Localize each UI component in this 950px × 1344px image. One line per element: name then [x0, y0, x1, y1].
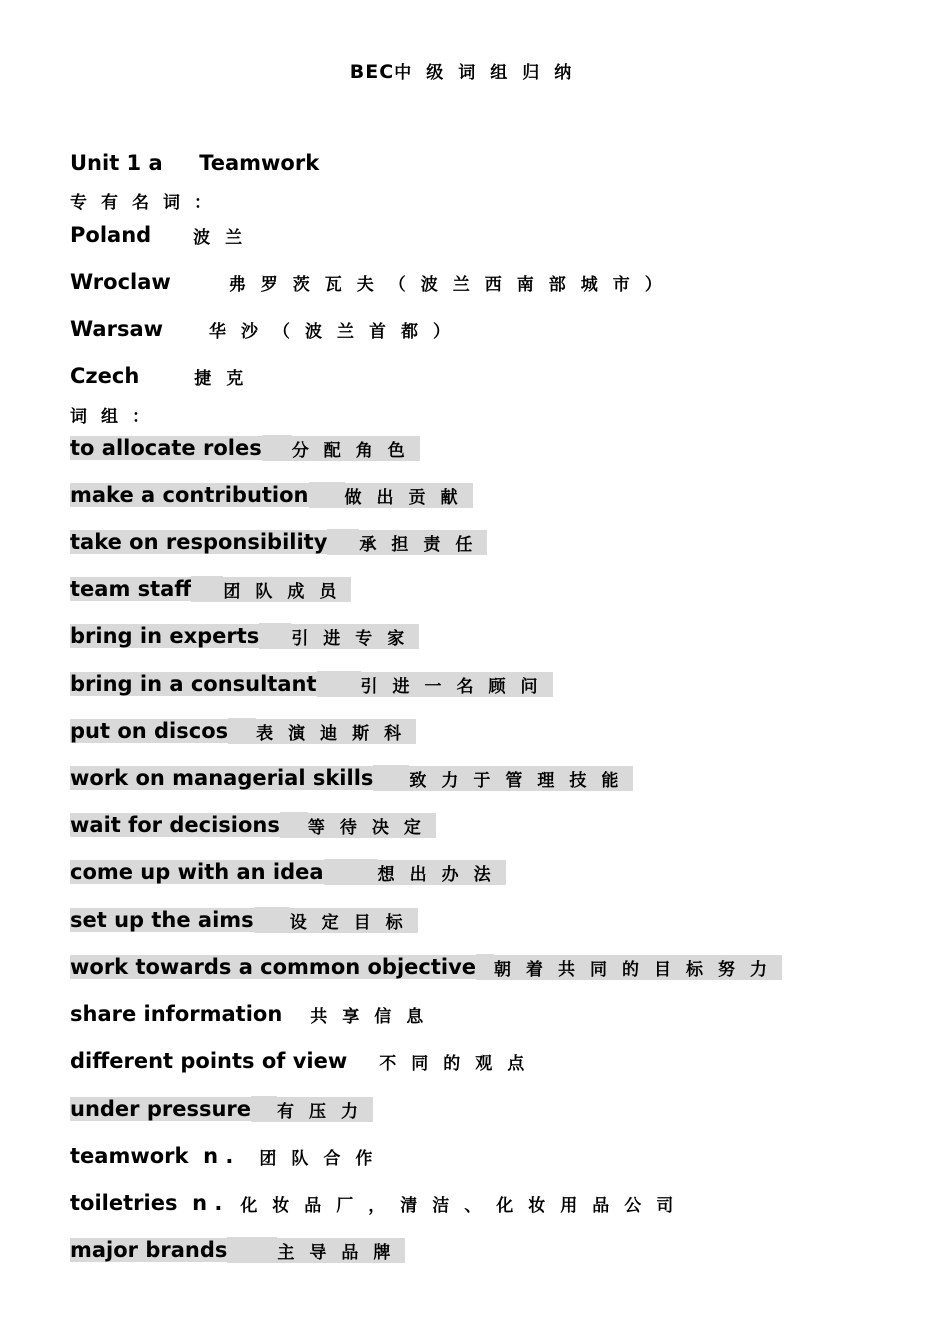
phrase-english: toiletries n . — [70, 1191, 223, 1215]
phrase-chinese: 有压力 — [277, 1097, 373, 1122]
term-chinese: 弗罗茨瓦夫（波兰西南部城市） — [228, 274, 677, 295]
phrase-english: teamwork n . — [70, 1144, 234, 1168]
phrase-english: put on discos — [70, 719, 229, 743]
document-title — [0, 58, 936, 83]
phrase-row — [70, 1189, 688, 1217]
phrase-chinese: 致力于管理技能 — [409, 766, 633, 791]
phrase-row — [70, 858, 506, 886]
phrase-chinese: 等待决定 — [308, 813, 436, 838]
phrase-chinese: 化妆品厂，清洁、化妆用品公司 — [240, 1195, 689, 1216]
phrase-row — [70, 575, 351, 603]
phrase-row — [70, 811, 436, 839]
proper-noun-row — [70, 268, 677, 296]
title-prefix: BEC — [349, 61, 395, 83]
unit-heading: Unit 1 a Teamwork — [70, 151, 320, 175]
phrase-english: work towards a common objective — [70, 955, 477, 979]
phrase-english: take on responsibility — [70, 530, 328, 554]
phrase-chinese: 共享信息 — [310, 1006, 439, 1027]
term-english: Poland — [70, 223, 152, 247]
term-english: Warsaw — [70, 317, 164, 341]
phrase-row — [70, 1236, 405, 1264]
phrase-row — [70, 1047, 539, 1075]
phrase-english: to allocate roles — [70, 436, 262, 460]
phrase-row — [70, 528, 487, 556]
phrase-english: major brands — [70, 1238, 228, 1262]
phrase-row — [70, 1000, 438, 1028]
phrase-english: wait for decisions — [70, 813, 280, 837]
phrase-chinese: 不同的观点 — [379, 1053, 540, 1074]
phrase-chinese: 想出办法 — [378, 860, 506, 885]
phrases-label: 词组： — [70, 407, 163, 427]
phrase-row — [70, 622, 419, 650]
phrase-chinese: 团队成员 — [223, 577, 351, 602]
phrase-english: under pressure — [70, 1097, 252, 1121]
proper-noun-row — [70, 221, 257, 249]
phrase-english: make a contribution — [70, 483, 309, 507]
phrase-chinese: 分配角色 — [292, 436, 420, 461]
term-chinese: 华沙（波兰首都） — [209, 321, 466, 342]
phrase-english: bring in experts — [70, 624, 260, 648]
phrase-english: work on managerial skills — [70, 766, 374, 790]
title-chinese: 中级词组归纳 — [394, 63, 587, 83]
phrase-row — [70, 481, 473, 509]
phrase-chinese: 承担责任 — [359, 530, 487, 555]
phrase-chinese: 做出贡献 — [345, 483, 473, 508]
term-chinese: 捷克 — [194, 368, 259, 389]
phrase-chinese: 引进专家 — [291, 624, 419, 649]
proper-noun-row — [70, 362, 258, 390]
proper-nouns-label: 专有名词： — [70, 193, 225, 213]
phrase-row — [70, 670, 553, 698]
phrase-row — [70, 1142, 387, 1170]
phrase-row — [70, 1095, 373, 1123]
phrase-row — [70, 434, 420, 462]
phrase-english: team staff — [70, 577, 192, 601]
phrase-english: bring in a consultant — [70, 672, 317, 696]
phrase-english: come up with an idea — [70, 860, 324, 884]
term-chinese: 波兰 — [193, 227, 258, 248]
phrase-chinese: 引进一名顾问 — [361, 672, 553, 697]
phrase-english: different points of view — [70, 1049, 348, 1073]
phrase-chinese: 设定目标 — [290, 908, 418, 933]
phrase-chinese: 团队合作 — [259, 1148, 388, 1169]
phrase-chinese: 朝着共同的目标努力 — [494, 955, 782, 980]
phrase-row — [70, 953, 782, 981]
term-english: Czech — [70, 364, 140, 388]
phrase-english: set up the aims — [70, 908, 254, 932]
term-english: Wroclaw — [70, 270, 171, 294]
phrase-chinese: 表演迪斯科 — [256, 719, 416, 744]
phrase-row — [70, 764, 633, 792]
phrase-row — [70, 906, 418, 934]
phrase-chinese: 主导品牌 — [277, 1238, 405, 1263]
phrase-english: share information — [70, 1002, 283, 1026]
proper-noun-row — [70, 315, 465, 343]
phrase-row — [70, 717, 416, 745]
